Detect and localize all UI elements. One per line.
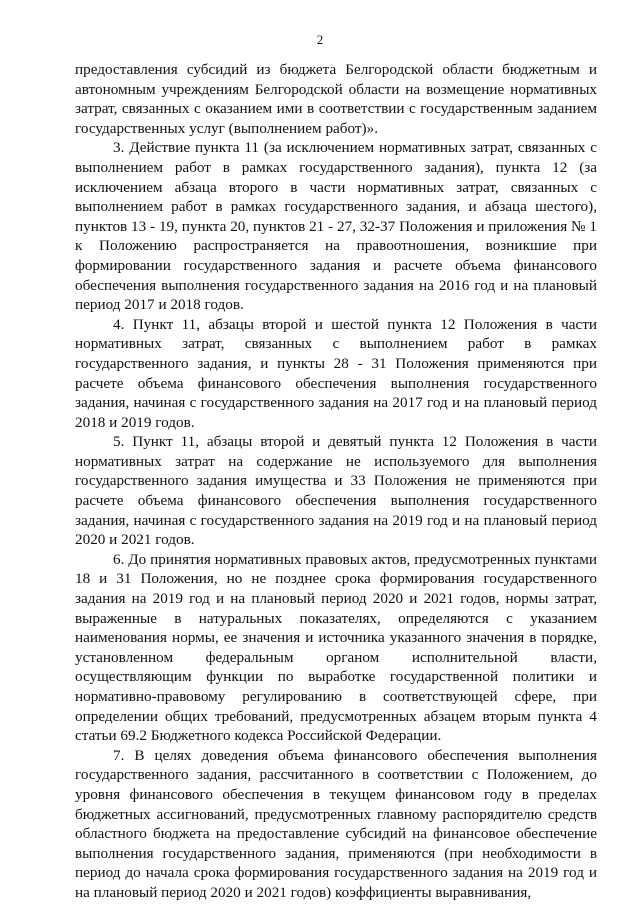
paragraph-5: 5. Пункт 11, абзацы второй и девятый пункта 12 Положения в части нормативных затрат на содержание не используемого для выполнения государственного задания имущества и 33 Положения не применяются при расчете объема финансового обеспечения выполнения государственного задания, начиная с государственного задания на 2019 год и на плановый период 2020 и 2021 годов.: [75, 433, 597, 549]
paragraph-3: 3. Действие пункта 11 (за исключением нормативных затрат, связанных с выполнением работ в рамках государственного задания), пункта 12 (за исключением абзаца второго в части нормативных затрат, связанных с выполнением работ в рамках государственного задания, и абзаца шестого), пунктов 13 - 19, пункта 20, пунктов 21 - 27, 32-37 Положения и приложения № 1 к Положению распространяется на правоотношения, возникшие при формировании государственного задания и расчете объема финансового обеспечения выполнения государственного задания на 2016 год и на плановый период 2017 и 2018 годов.: [75, 139, 597, 314]
document-body: [75, 60, 597, 903]
paragraph-7: 7. В целях доведения объема финансового обеспечения выполнения государственного задания, рассчитанного в соответствии с Положением, до уровня финансового обеспечения в текущем финансовом году в пределах бюджетных ассигнований, предусмотренных главному распорядителю средств областного бюджета на предоставление субсидий на финансовое обеспечение выполнения государственного задания, применяются (при необходимости в период до начала срока формирования государственного задания на 2019 год и на плановый период 2020 и 2021 годов) коэффициенты выравнивания,: [75, 746, 597, 901]
page-number: 2: [316, 32, 324, 47]
paragraph-6: 6. До принятия нормативных правовых актов, предусмотренных пунктами 18 и 31 Положения, но не позднее срока формирования государственного задания на 2019 год и на плановый период 2020 и 2021 годов, нормы затрат, выраженные в натуральных показателях, определяются с указанием наименования нормы, ее значения и источника указанного значения в порядке, установленном федеральным органом исполнительной власти, осуществляющим функции по выработке государственной политики и нормативно-правовому регулированию в соответствующей сфере, при определении общих требований, предусмотренных абзацем вторым пункта 4 статьи 69.2 Бюджетного кодекса Российской Федерации.: [75, 550, 597, 745]
paragraph-4: 4. Пункт 11, абзацы второй и шестой пункта 12 Положения в части нормативных затрат, связанных с выполнением работ в рамках государственного задания, и пункты 28 - 31 Положения применяются при расчете объема финансового обеспечения выполнения государственного задания, начиная с государственного задания на 2017 год и на плановый период 2018 и 2019 годов.: [75, 315, 597, 431]
paragraph-continuation: предоставления субсидий из бюджета Белгородской области бюджетным и автономным учреждениям Белгородской области на возмещение нормативных затрат, связанных с оказанием ими в соответствии с государственным заданием государственных услуг (выполнением работ)».: [75, 61, 597, 137]
